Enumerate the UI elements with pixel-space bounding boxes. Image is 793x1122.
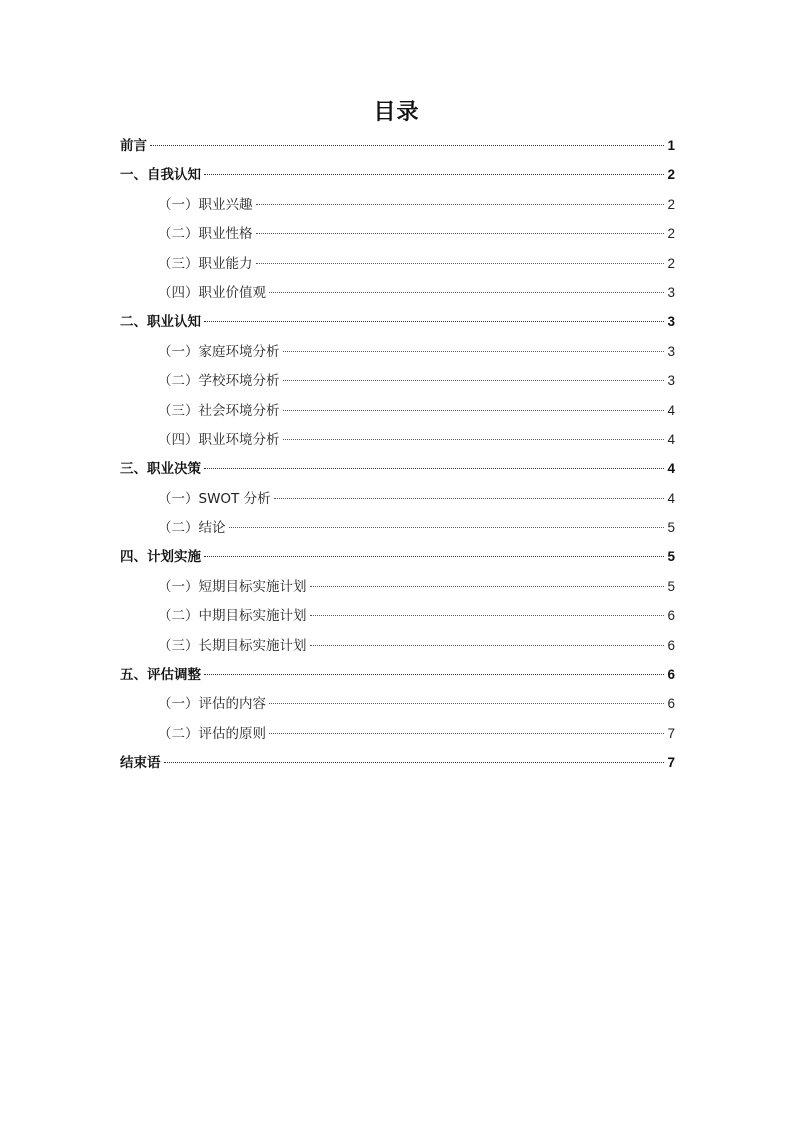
toc-entry-section[interactable] — [120, 484, 675, 513]
toc-page-number: 3 — [667, 284, 675, 300]
toc-page-number: 5 — [667, 578, 675, 594]
toc-dot-leader — [256, 263, 665, 264]
toc-entry-section[interactable] — [120, 249, 675, 278]
toc-entry-label: 结束语 — [120, 755, 161, 772]
toc-entry-label: （二）学校环境分析 — [158, 373, 280, 390]
toc-dot-leader — [283, 351, 665, 352]
toc-dot-leader — [204, 556, 664, 557]
toc-entry-label: （三）职业能力 — [158, 255, 253, 272]
toc-page-number: 3 — [667, 373, 675, 389]
toc-entry-label: （一）评估的内容 — [158, 696, 266, 713]
toc-dot-leader — [204, 468, 664, 469]
toc-dot-leader — [150, 145, 664, 146]
toc-entry-label: （二）中期目标实施计划 — [158, 608, 307, 625]
toc-entry-section[interactable] — [120, 572, 675, 601]
toc-page-number: 3 — [667, 343, 675, 359]
toc-page-number: 5 — [667, 549, 675, 565]
toc-entry-label: （三）长期目标实施计划 — [158, 637, 307, 654]
toc-page-number: 4 — [667, 402, 675, 418]
table-of-contents — [120, 131, 675, 778]
toc-entry-chapter[interactable] — [120, 131, 675, 160]
toc-page-number: 5 — [667, 520, 675, 536]
toc-entry-section[interactable] — [120, 219, 675, 248]
toc-page-number: 3 — [667, 314, 675, 330]
toc-entry-label: 前言 — [120, 138, 147, 154]
toc-page-number: 4 — [667, 490, 675, 506]
toc-dot-leader — [283, 439, 665, 440]
toc-dot-leader — [310, 586, 665, 587]
toc-entry-section[interactable] — [120, 631, 675, 660]
toc-dot-leader — [256, 204, 665, 205]
toc-page-number: 7 — [667, 725, 675, 741]
toc-dot-leader — [269, 292, 664, 293]
toc-dot-leader — [204, 321, 664, 322]
toc-entry-chapter[interactable] — [120, 542, 675, 571]
toc-page-number: 6 — [667, 608, 675, 624]
toc-entry-label: （四）职业价值观 — [158, 284, 266, 301]
toc-entry-chapter[interactable] — [120, 160, 675, 189]
toc-page-number: 7 — [667, 755, 675, 771]
toc-entry-section[interactable] — [120, 719, 675, 748]
toc-entry-chapter[interactable] — [120, 660, 675, 689]
toc-entry-section[interactable] — [120, 278, 675, 307]
toc-dot-leader — [256, 233, 665, 234]
toc-dot-leader — [269, 733, 664, 734]
toc-entry-label: 五、评估调整 — [120, 667, 201, 684]
toc-page-number: 1 — [667, 138, 675, 153]
toc-entry-section[interactable] — [120, 513, 675, 542]
toc-entry-section[interactable] — [120, 425, 675, 454]
toc-title: 目录 — [373, 100, 420, 125]
toc-page-number: 2 — [667, 167, 675, 183]
toc-page-number: 6 — [667, 637, 675, 653]
toc-entry-chapter[interactable] — [120, 454, 675, 483]
toc-dot-leader — [310, 645, 665, 646]
toc-entry-label: 二、职业认知 — [120, 314, 201, 331]
toc-dot-leader — [269, 703, 664, 704]
toc-page-number: 6 — [667, 696, 675, 712]
toc-dot-leader — [204, 174, 664, 175]
toc-dot-leader — [164, 762, 665, 763]
toc-entry-section[interactable] — [120, 689, 675, 718]
toc-dot-leader — [274, 498, 664, 499]
toc-page-number: 2 — [667, 255, 675, 271]
toc-entry-label: （三）社会环境分析 — [158, 402, 280, 419]
toc-entry-label: （二）职业性格 — [158, 226, 253, 243]
toc-entry-section[interactable] — [120, 396, 675, 425]
toc-page-number: 6 — [667, 667, 675, 683]
toc-entry-chapter[interactable] — [120, 748, 675, 777]
toc-entry-label: 四、计划实施 — [120, 549, 201, 566]
toc-entry-label: （一）家庭环境分析 — [158, 343, 280, 360]
toc-entry-section[interactable] — [120, 190, 675, 219]
toc-entry-label: （二）评估的原则 — [158, 725, 266, 742]
toc-entry-section[interactable] — [120, 601, 675, 630]
toc-dot-leader — [283, 380, 665, 381]
toc-entry-label: （一）短期目标实施计划 — [158, 578, 307, 595]
toc-page-number: 4 — [667, 461, 675, 477]
toc-entry-label: （二）结论 — [158, 520, 226, 537]
toc-entry-chapter[interactable] — [120, 307, 675, 336]
toc-page-number: 2 — [667, 196, 675, 212]
toc-entry-section[interactable] — [120, 366, 675, 395]
toc-dot-leader — [310, 615, 665, 616]
toc-dot-leader — [204, 674, 664, 675]
toc-entry-label: 三、职业决策 — [120, 461, 201, 478]
toc-dot-leader — [229, 527, 665, 528]
toc-entry-label: （一）职业兴趣 — [158, 196, 253, 213]
toc-dot-leader — [283, 410, 665, 411]
toc-page-number: 4 — [667, 431, 675, 447]
toc-entry-section[interactable] — [120, 337, 675, 366]
toc-entry-label: （四）职业环境分析 — [158, 431, 280, 448]
toc-page-number: 2 — [667, 226, 675, 242]
toc-entry-label: （一）SWOT 分析 — [158, 490, 271, 507]
toc-entry-label: 一、自我认知 — [120, 167, 201, 184]
